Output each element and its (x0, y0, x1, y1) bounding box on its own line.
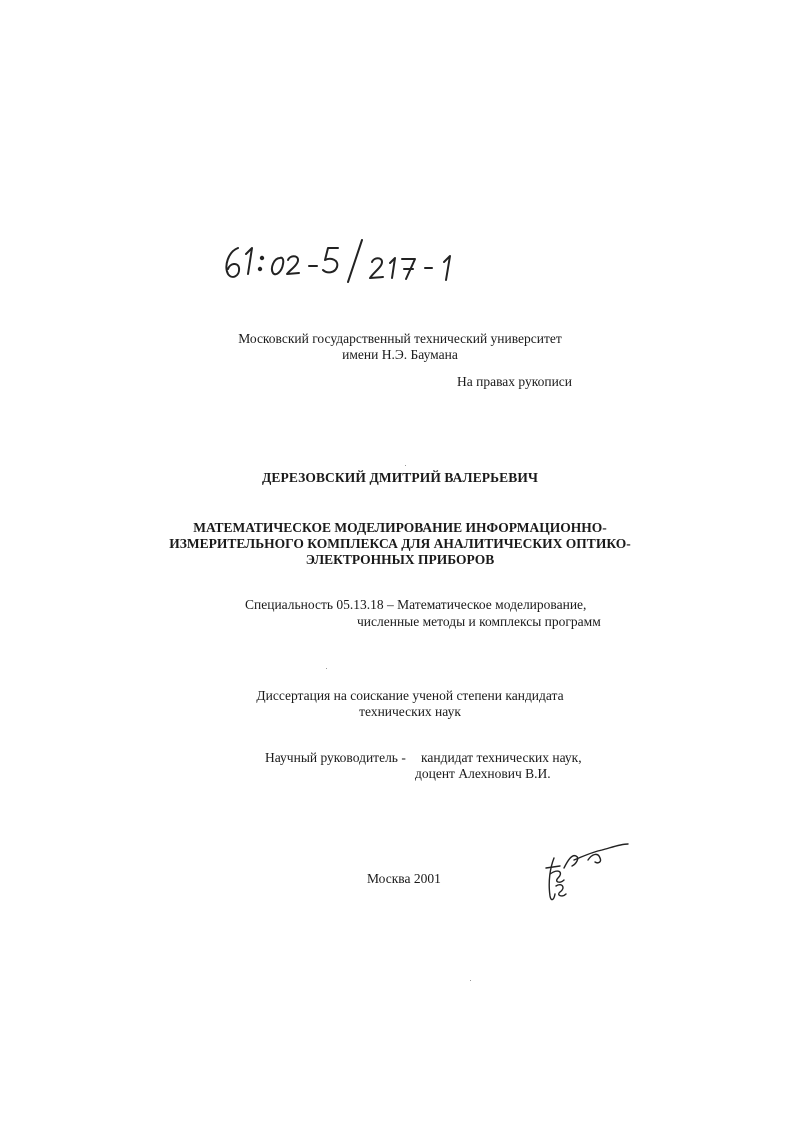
scan-speck (326, 668, 327, 669)
institution-line-1: Московский государственный технический университет (238, 331, 562, 346)
specialty-line-1: Специальность 05.13.18 – Математическое моделирование, (245, 597, 587, 612)
degree-line-1: Диссертация на соискание ученой степени кандидата (256, 688, 564, 703)
city-year: Москва 2001 (367, 871, 441, 886)
author-name: ДЕРЕЗОВСКИЙ ДМИТРИЙ ВАЛЕРЬЕВИЧ (262, 470, 538, 485)
handwritten-catalog-number (218, 236, 468, 286)
handwritten-signature (540, 838, 635, 908)
scan-speck (470, 980, 471, 981)
supervisor-label: Научный руководитель - (265, 750, 406, 765)
scan-speck (405, 465, 406, 466)
title-line-1: МАТЕМАТИЧЕСКОЕ МОДЕЛИРОВАНИЕ ИНФОРМАЦИОННО- (193, 520, 607, 535)
specialty-line-2: численные методы и комплексы программ (357, 614, 601, 629)
supervisor-line-1: кандидат технических наук, (421, 750, 582, 765)
institution-line-2: имени Н.Э. Баумана (342, 347, 458, 362)
supervisor-line-2: доцент Алехнович В.И. (415, 766, 551, 781)
degree-line-2: технических наук (359, 704, 461, 719)
rights-note: На правах рукописи (457, 374, 573, 389)
title-line-2: ИЗМЕРИТЕЛЬНОГО КОМПЛЕКСА ДЛЯ АНАЛИТИЧЕСКИХ ОПТИКО- (169, 536, 631, 551)
title-line-3: ЭЛЕКТРОННЫХ ПРИБОРОВ (305, 552, 495, 567)
